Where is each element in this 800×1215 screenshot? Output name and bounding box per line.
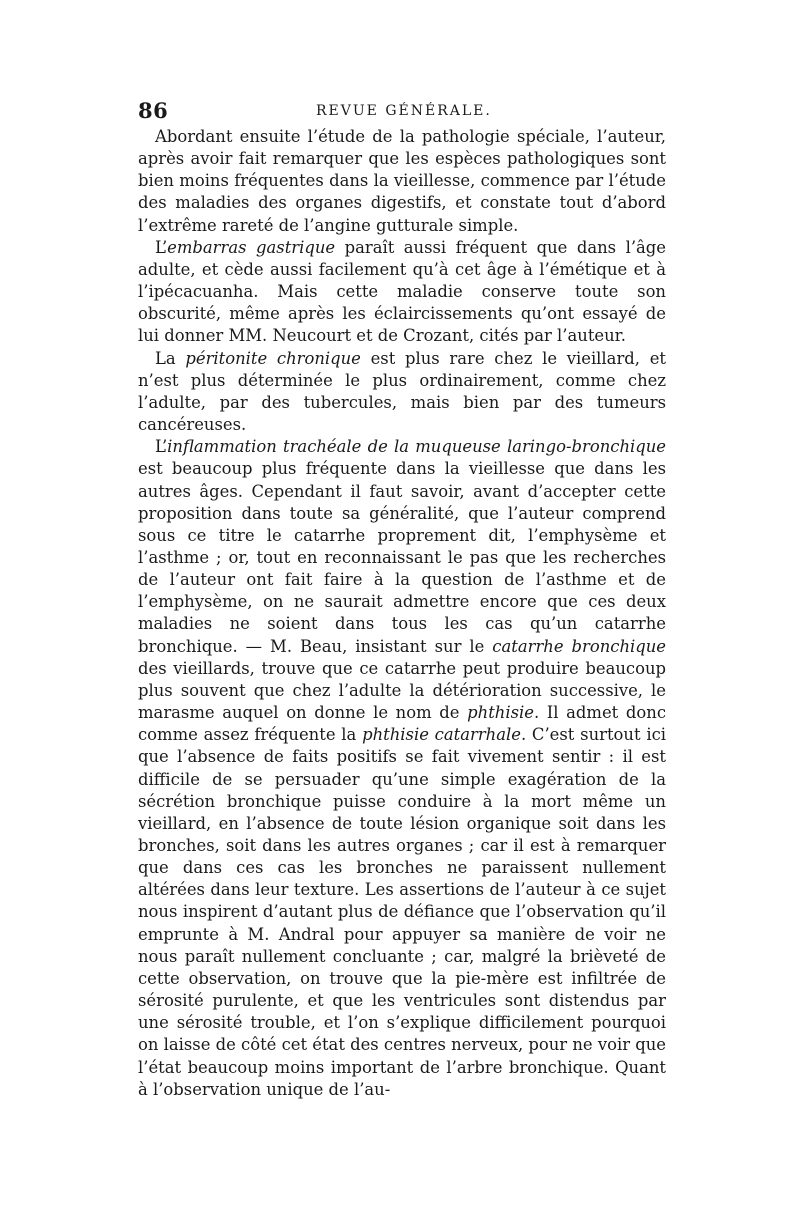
italic-term: inflammation trachéale de la muqueuse laringo-bronchique [167,437,666,457]
paragraph-text: L’ [155,237,168,257]
paragraph-text: . C’est surtout ici que l’absence de faits positifs se fait vivement sentir : il est difficile de se persuader qu’une simple exagération de la sécrétion bronchique puisse conduire à la mort même un vieillard, en l’absence de toute lésion organique soit dans les bronches, soit dans les autres organes ; car il est à remarquer que dans ces cas les bronches ne paraissent nullement altérées dans leur texture. Les assertions de l’auteur à ce sujet nous inspirent d’autant plus de défiance que l’observation qu’il emprunte à M. Andral pour appuyer sa manière de voir ne nous paraît nullement concluante ; car, malgré la brièveté de cette observation, on trouve que la pie-mère est infiltrée de sérosité purulente, et que les ventricules sont distendus par une sérosité trouble, et l’on s’explique difficilement pourquoi on laisse de côté cet état des centres nerveux, pour ne voir que l’état beaucoup moins important de l’arbre bronchique. Quant à l’observation unique de l’au- [138,725,667,1099]
italic-term: phthisie [467,703,534,723]
page-header [138,98,666,126]
paragraph-pathologie-speciale [138,126,666,237]
paragraph-peritonite-chronique [138,348,666,437]
paragraph-text: L’ [155,437,168,457]
paragraph-text: La [155,348,186,368]
paragraph-text: . Il admet donc comme assez fréquente la [138,703,667,745]
italic-term: péritonite chronique [185,348,361,368]
paragraph-inflammation-tracheale [138,436,666,1101]
paragraph-embarras-gastrique [138,237,666,348]
italic-term: phthisie catarrhale [362,725,521,745]
paragraph-text: est beaucoup plus fréquente dans la vieillesse que dans les autres âges. Cependant il faut savoir, avant d’accepter cette proposition dans toute sa généralité, que l’auteur comprend sous ce titre le catarrhe proprement dit, l’emphysème et l’asthme ; or, tout en reconnaissant le pas que les recherches de l’auteur ont fait faire à la question de l’asthme et de l’emphysème, on ne saurait admettre encore que ces deux maladies ne soient dans tous les cas qu’un catarrhe bronchique. — M. Beau, insistant sur le [138,459,666,656]
running-title: REVUE GÉNÉRALE. [316,103,492,119]
paragraph-text: des vieillards, trouve que ce catarrhe peut produire beaucoup plus souvent que chez l’adulte la détérioration successive, le marasme auquel on donne le nom de [138,658,666,723]
italic-term: embarras gastrique [167,237,336,257]
page-number: 86 [138,98,169,123]
paragraph-text: est plus rare chez le vieillard, et n’est plus déterminée le plus ordinairement, comme chez l’adulte, par des tubercules, mais bien par des tumeurs cancéreuses. [138,348,666,435]
italic-term: catarrhe bronchique [492,636,666,656]
paragraph-text: paraît aussi fréquent que dans l’âge adulte, et cède aussi facilement qu’à cet âge à l’émétique et à l’ipécacuanha. Mais cette maladie conserve toute son obscurité, même après les éclaircissements qu’ont essayé de lui donner MM. Neucourt et de Crozant, cités par l’auteur. [138,237,666,346]
paragraph-text: Abordant ensuite l’étude de la pathologie spéciale, l’auteur, après avoir fait remarquer que les espèces pathologiques sont bien moins fréquentes dans la vieillesse, commence par l’étude des maladies des organes digestifs, et constate tout d’abord l’extrême rareté de l’angine gutturale simple. [138,127,666,235]
body-text [138,126,666,1101]
